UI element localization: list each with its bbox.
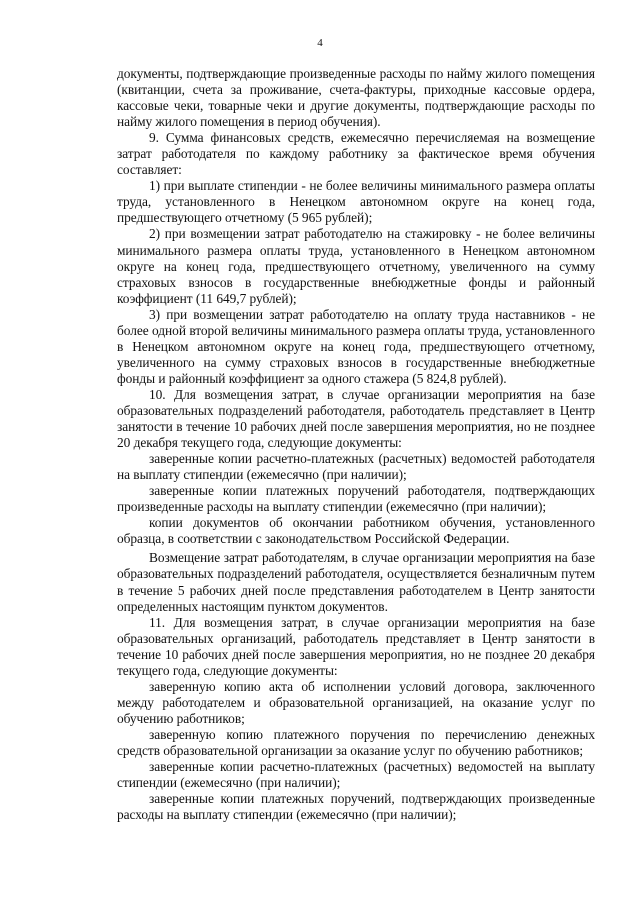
page-number: 4 [317, 37, 323, 49]
paragraph-9: 9. Сумма финансовых средств, ежемесячно перечисляемая на возмещение затрат работодателя по каждому работнику за фактическое время обучения составляет: [117, 130, 595, 178]
paragraph-9-item-2: 2) при возмещении затрат работодателю на стажировку - не более величины минимального размера оплаты труда, установленного в Ненецком автономном округе на конец года, предшествующего отчетному, увеличенного на сумму страховых взносов в государственные внебюджетные фонды и районный коэффициент (11 649,7 рублей); [117, 226, 595, 306]
paragraph-11-doc-3: заверенные копии расчетно-платежных (расчетных) ведомостей на выплату стипендии (ежемесячно (при наличии); [117, 759, 595, 791]
paragraph-11-doc-2: заверенную копию платежного поручения по перечислению денежных средств образовательной организации за оказание услуг по обучению работников; [117, 726, 595, 758]
document-body [117, 66, 595, 823]
paragraph-11-doc-1: заверенную копию акта об исполнении условий договора, заключенного между работодателем и образовательной организацией, на оказание услуг по обучению работников; [117, 678, 595, 726]
paragraph-9-item-1: 1) при выплате стипендии - не более величины минимального размера оплаты труда, установленного в Ненецком автономном округе на конец года, предшествующего отчетному (5 965 рублей); [117, 178, 595, 226]
paragraph-11-doc-4: заверенные копии платежных поручений, подтверждающих произведенные расходы на выплату стипендии (ежемесячно (при наличии); [117, 791, 595, 823]
paragraph-10-doc-1: заверенные копии расчетно-платежных (расчетных) ведомостей работодателя на выплату стипендии (ежемесячно (при наличии); [117, 451, 595, 483]
paragraph-10: 10. Для возмещения затрат, в случае организации мероприятия на базе образовательных подразделений работодателя, работодатель представляет в Центр занятости в течение 10 рабочих дней после завершения мероприятия, но не позднее 20 декабря текущего года, следующие документы: [117, 386, 595, 451]
paragraph-10-reimbursement: Возмещение затрат работодателям, в случае организации мероприятия на базе образовательных подразделений работодателя, осуществляется безналичным путем в течение 5 рабочих дней после представления работодателем в Центр занятости определенных настоящим пунктом документов. [117, 550, 595, 614]
paragraph-9-item-3: 3) при возмещении затрат работодателю на оплату труда наставников - не более одной второй величины минимального размера оплаты труда, установленного в Ненецком автономном округе на конец года, предшествующего отчетному, увеличенного на сумму страховых взносов в государственные внебюджетные фонды и районный коэффициент за одного стажера (5 824,8 рублей). [117, 306, 595, 386]
paragraph-10-doc-3: копии документов об окончании работником обучения, установленного образца, в соответствии с законодательством Российской Федерации. [117, 515, 595, 547]
paragraph-11: 11. Для возмещения затрат, в случае организации мероприятия на базе образовательных организаций, работодатель представляет в Центр занятости в течение 10 рабочих дней после завершения мероприятия, но не позднее 20 декабря текущего года, следующие документы: [117, 614, 595, 678]
paragraph-housing-documents: документы, подтверждающие произведенные расходы по найму жилого помещения (квитанции, счета за проживание, счета-фактуры, приходные кассовые ордера, кассовые чеки, товарные чеки и другие документы, подтверждающие расходы по найму жилого помещения в период обучения). [117, 66, 595, 130]
paragraph-10-doc-2: заверенные копии платежных поручений работодателя, подтверждающих произведенные расходы на выплату стипендии (ежемесячно (при наличии); [117, 483, 595, 515]
